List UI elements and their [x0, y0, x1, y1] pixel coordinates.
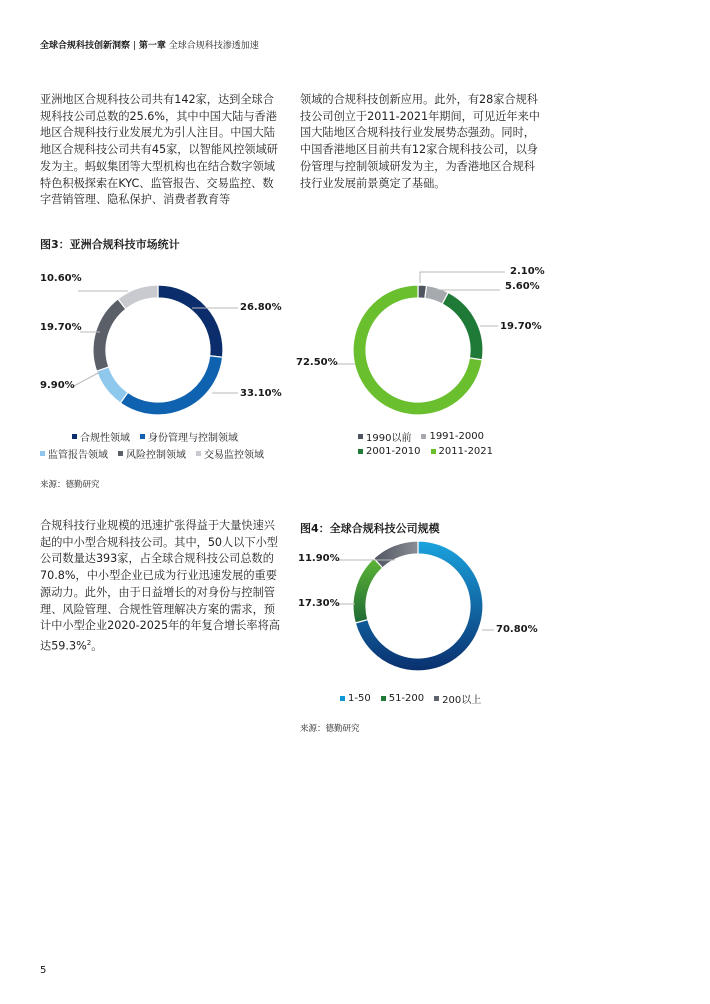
legend-swatch: [421, 434, 426, 439]
legend-item: [72, 429, 130, 444]
legend-label: 合规性领域: [80, 433, 130, 444]
legend-label: 1991-2000: [429, 431, 484, 442]
chart1-label-fengxian: 19.70%: [40, 322, 82, 333]
legend-label: 身份管理与控制领域: [148, 433, 238, 444]
donut-slice-2: [120, 356, 222, 415]
legend-item: [358, 429, 411, 444]
body-paragraph-2: [40, 518, 280, 655]
header-separator: |: [132, 41, 136, 51]
legend-item: [118, 446, 186, 461]
chart3-label-51-200: 17.30%: [298, 598, 340, 609]
body2-end: 。: [91, 639, 103, 653]
chart-asia-founding-years: [353, 285, 483, 415]
donut-slice-3: [442, 292, 483, 359]
donut-slice-5: [118, 285, 158, 309]
legend-label: 200以上: [442, 695, 482, 706]
legend-swatch: [196, 451, 201, 456]
leader-line-6: [420, 272, 505, 283]
legend-label: 2001-2010: [366, 446, 421, 457]
legend-label: 交易监控领域: [204, 450, 264, 461]
donut-slice-4: [93, 299, 126, 371]
chart2-label-1990: 2.10%: [510, 266, 545, 277]
legend-swatch: [140, 434, 145, 439]
legend-item: [421, 431, 484, 442]
chart3-legend: [340, 691, 481, 706]
chart1-label-heguixing: 26.80%: [240, 302, 282, 313]
legend-swatch: [431, 449, 436, 454]
legend-swatch: [72, 434, 77, 439]
chart1-label-jiaoyi: 10.60%: [40, 273, 82, 284]
legend-label: 1990以前: [366, 433, 412, 444]
intro-paragraph-col1: 亚洲地区合规科技公司共有142家，达到全球合规科技公司总数的25.6%，其中中国大陆与香港地区合规科技行业发展尤为引人注目。中国大陆地区合规科技公司共有45家，以智能风控领域研发为主。蚂蚁集团等大型机构也在结合数字领域特色积极探索在KYC、监管报告、交易监控、数字营销管理、隐私保护、消费者教育等: [40, 93, 278, 207]
legend-swatch: [358, 434, 363, 439]
footnote-ref: 2: [86, 638, 92, 647]
chart2-legend-row2: [358, 446, 493, 457]
figure3-source: 来源：德勤研究: [40, 480, 100, 490]
chart2-label-1991: 5.60%: [505, 281, 540, 292]
chart1-label-jianguan: 9.90%: [40, 380, 75, 391]
chart1-legend-row1: [72, 429, 238, 444]
chart2-legend-row1: [358, 429, 484, 444]
chart1-label-shenfen: 33.10%: [240, 388, 282, 399]
legend-item: [340, 693, 371, 704]
legend-label: 1-50: [348, 693, 371, 704]
chart3-label-200plus: 11.90%: [298, 553, 340, 564]
figure4-title: 图4：全球合规科技公司规模: [300, 522, 440, 535]
legend-item: [140, 429, 238, 444]
legend-swatch: [381, 696, 386, 701]
page-number: 5: [40, 965, 47, 976]
donut-slice-3: [374, 541, 418, 568]
figure4-source: 来源：德勤研究: [300, 724, 360, 734]
legend-item: [431, 446, 494, 457]
chart1-legend-row2: [40, 446, 264, 461]
intro-paragraph-col2: 领域的合规科技创新应用。此外，有28家合规科技公司创立于2011-2021年期间，可见近年来中国大陆地区合规科技行业发展势态强劲。同时，中国香港地区目前共有12家合规科技公司，以身份管理与控制领域研发为主，为香港地区合规科技行业发展前景奠定了基础。: [300, 93, 540, 190]
body2-text: 合规科技行业规模的迅速扩张得益于大量快速兴起的中小型合规科技公司。其中，50人以下小型公司数量达393家，占全球合规科技公司总数的70.8%，中小型企业已成为行业迅速发展的重要源动力。此外，由于日益增长的对身份与控制管理、风险管理、合规性管理解决方案的需求，预计中小型企业2020-2025年的年复合增长率将高达59.3%: [40, 519, 280, 653]
chapter-title: 全球合规科技渗透加速: [168, 41, 259, 51]
donut-slice-2: [353, 558, 383, 623]
figure3-title: 图3：亚洲合规科技市场统计: [40, 238, 180, 251]
donut-slice-3: [97, 367, 128, 403]
chart3-label-1-50: 70.80%: [496, 624, 538, 635]
donut-slice-1: [158, 285, 223, 357]
legend-item: [381, 693, 424, 704]
legend-swatch: [40, 451, 45, 456]
legend-item: [358, 446, 421, 457]
legend-swatch: [434, 696, 439, 701]
chart2-label-2011: 72.50%: [296, 357, 338, 368]
chart-asia-segments: [93, 285, 223, 415]
legend-swatch: [340, 696, 345, 701]
legend-swatch: [358, 449, 363, 454]
legend-swatch: [118, 451, 123, 456]
legend-label: 51-200: [388, 693, 425, 704]
chart2-label-2001: 19.70%: [500, 321, 542, 332]
legend-item: [40, 446, 108, 461]
legend-item: [196, 446, 264, 461]
report-title: 全球合规科技创新洞察: [40, 41, 131, 51]
legend-item: [434, 691, 481, 706]
chapter-label: 第一章: [138, 41, 166, 51]
legend-label: 监管报告领域: [48, 450, 108, 461]
legend-label: 风险控制领域: [126, 450, 186, 461]
legend-label: 2011-2021: [438, 446, 494, 457]
leader-line-4: [72, 372, 100, 387]
